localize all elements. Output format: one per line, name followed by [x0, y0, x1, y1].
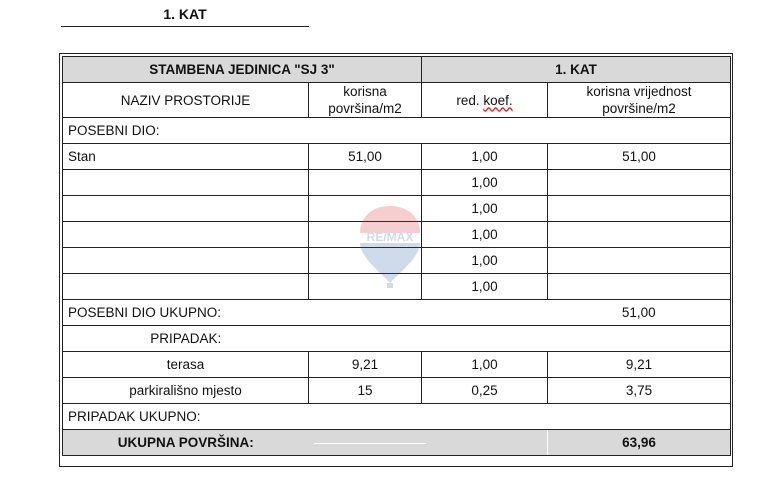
cell-value — [548, 274, 731, 300]
cell-area — [309, 248, 422, 274]
cell-name — [63, 248, 309, 274]
cell-name — [63, 222, 309, 248]
section-row-pripadak — [63, 326, 731, 352]
grand-total-value: 63,96 — [548, 430, 731, 456]
col-header-value: korisna vrijednost površine/m2 — [548, 83, 731, 118]
cell-area: 15 — [309, 378, 422, 404]
table-row — [63, 144, 731, 170]
grand-total-label: UKUPNA POVRŠINA: — [63, 430, 309, 456]
section-label: PRIPADAK: — [63, 326, 309, 352]
section-label: POSEBNI DIO: — [63, 118, 731, 144]
unit-label: STAMBENA JEDINICA "SJ 3" — [63, 57, 422, 83]
cell-area — [309, 222, 422, 248]
col-header-name: NAZIV PROSTORIJE — [63, 83, 309, 118]
cell-name — [63, 274, 309, 300]
column-header-row — [63, 83, 731, 118]
table-row — [63, 274, 731, 300]
cell-coef: 1,00 — [422, 144, 548, 170]
cell-area: 51,00 — [309, 144, 422, 170]
cell-name: Stan — [63, 144, 309, 170]
area-table — [62, 56, 731, 456]
table-row — [63, 196, 731, 222]
cell-area — [309, 170, 422, 196]
total-value: 51,00 — [548, 300, 731, 326]
table-row — [63, 352, 731, 378]
col-header-coef: red. koef. — [422, 83, 548, 118]
posebni-dio-total-row — [63, 300, 731, 326]
table-row — [63, 222, 731, 248]
cell-name — [63, 196, 309, 222]
grand-total-row — [63, 430, 731, 456]
cell-coef: 0,25 — [422, 378, 548, 404]
cell-value — [548, 196, 731, 222]
section-spacer — [309, 326, 731, 352]
white-rule — [314, 443, 426, 444]
total-value — [548, 404, 731, 430]
spellcheck-word: koef. — [483, 92, 513, 108]
grand-total-spacer — [309, 430, 548, 456]
cell-name: terasa — [63, 352, 309, 378]
table-row — [63, 170, 731, 196]
cell-value: 3,75 — [548, 378, 731, 404]
col-header-area: korisna površina/m2 — [309, 83, 422, 118]
cell-name: parkirališno mjesto — [63, 378, 309, 404]
cell-coef: 1,00 — [422, 274, 548, 300]
table-row — [63, 248, 731, 274]
cell-coef: 1,00 — [422, 352, 548, 378]
table-header-row — [63, 57, 731, 83]
page-heading: 1. KAT — [163, 6, 207, 22]
cell-coef: 1,00 — [422, 222, 548, 248]
cell-value — [548, 222, 731, 248]
table-row — [63, 378, 731, 404]
section-row-posebni-dio — [63, 118, 731, 144]
cell-value — [548, 170, 731, 196]
total-label: PRIPADAK UKUPNO: — [63, 404, 548, 430]
cell-coef: 1,00 — [422, 170, 548, 196]
cell-area: 9,21 — [309, 352, 422, 378]
cell-value: 9,21 — [548, 352, 731, 378]
floor-label: 1. KAT — [422, 57, 731, 83]
heading-underline — [61, 26, 309, 27]
total-label: POSEBNI DIO UKUPNO: — [63, 300, 548, 326]
cell-value — [548, 248, 731, 274]
svg-text:RE/MAX: RE/MAX — [366, 230, 414, 244]
cell-coef: 1,00 — [422, 248, 548, 274]
cell-name — [63, 170, 309, 196]
cell-value: 51,00 — [548, 144, 731, 170]
pripadak-total-row — [63, 404, 731, 430]
cell-area — [309, 196, 422, 222]
cell-coef: 1,00 — [422, 196, 548, 222]
cell-area — [309, 274, 422, 300]
